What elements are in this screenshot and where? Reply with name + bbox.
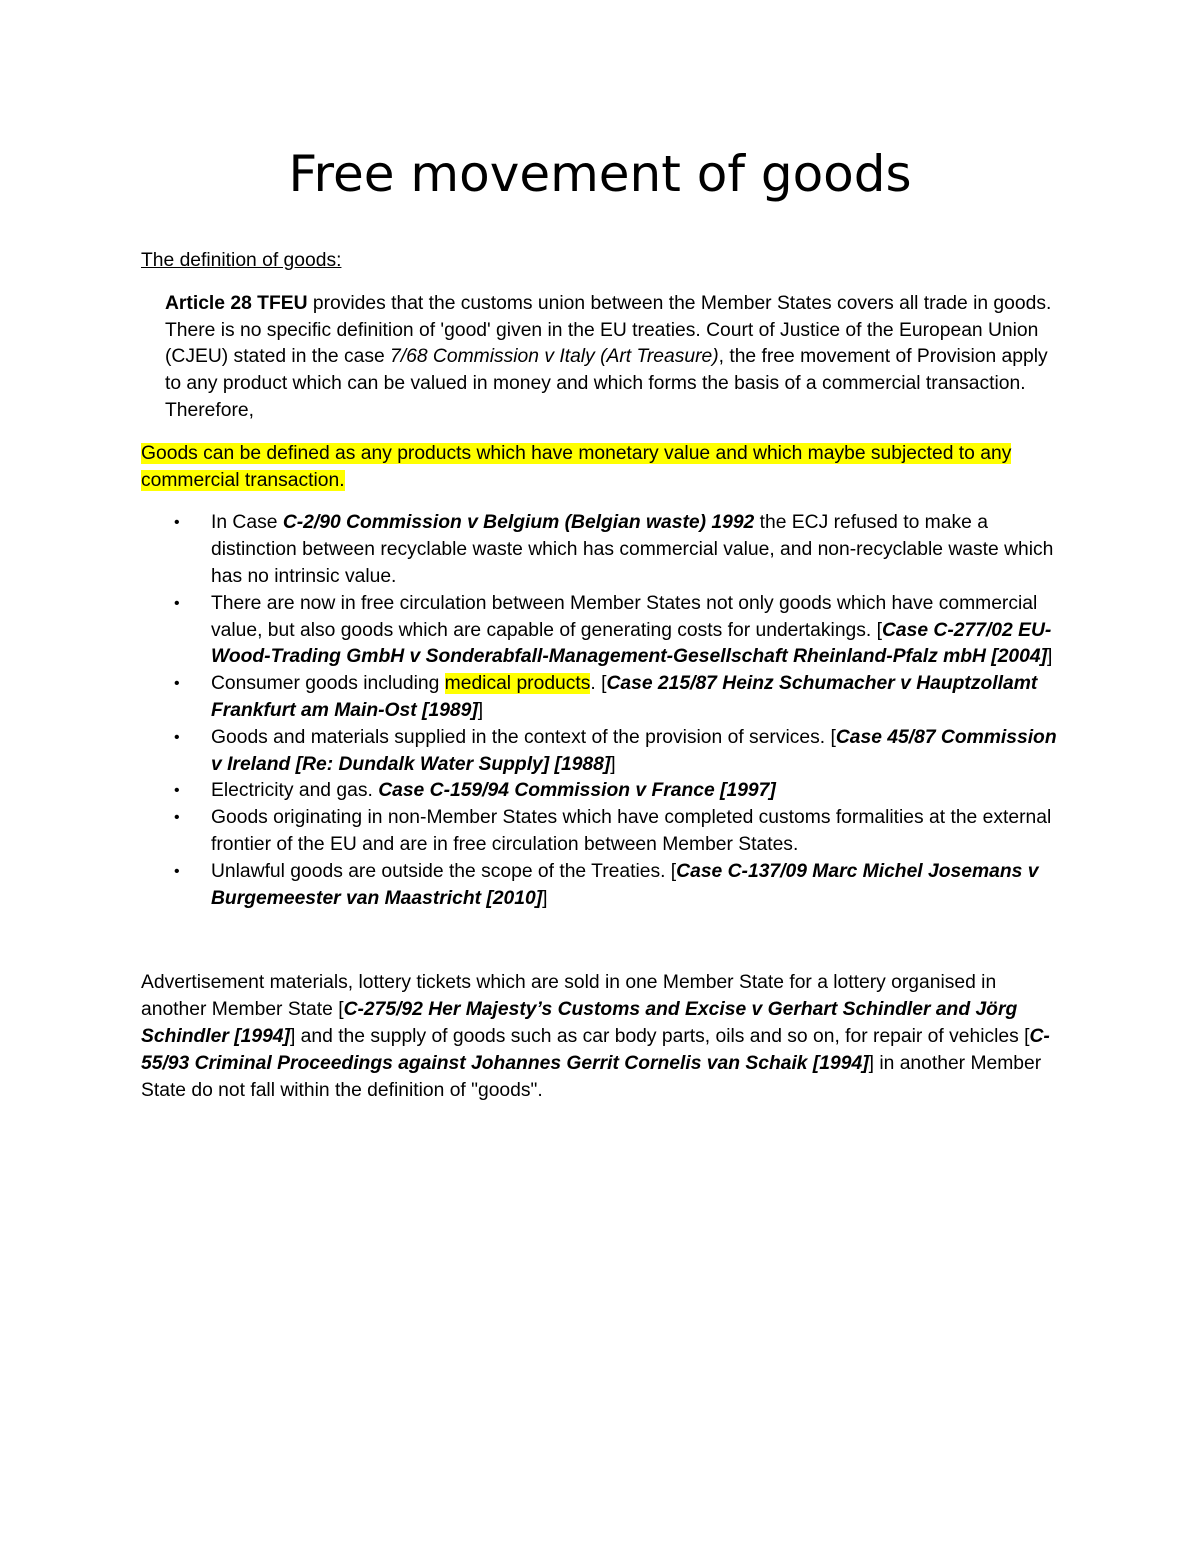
list-item-text: ] <box>542 887 548 909</box>
case-citation: Case C-277/02 EU-Wood-Trading GmbH v Sonderabfall-Management-Gesellschaft Rheinland-Pfalz mbH [2004] <box>211 619 1052 668</box>
closing-paragraph <box>141 970 1059 1104</box>
article-reference: Article 28 TFEU <box>165 292 308 314</box>
bullet-icon: • <box>174 809 180 827</box>
list-item-text: . [ <box>590 673 607 695</box>
list-item <box>174 671 1059 725</box>
section-heading: The definition of goods: <box>141 250 342 271</box>
list-item-text: There are now in free circulation between Member States not only goods which have commercial value, but also goods which are capable of generating costs for undertakings. [ <box>211 592 1038 641</box>
list-item <box>174 778 1059 805</box>
case-citation: Case 45/87 Commission v Ireland [Re: Dundalk Water Supply] [1988] <box>211 726 1057 775</box>
case-citation: C-275/92 Her Majesty’s Customs and Excise v Gerhart Schindler and Jörg Schindler [1994] <box>141 999 1018 1047</box>
case-citation: Case 215/87 Heinz Schumacher v Hauptzollamt Frankfurt am Main-Ost [1989] <box>211 673 1038 721</box>
closing-text-1: Advertisement materials, lottery tickets which are sold in one Member State for a lottery organised in another Member State [ <box>141 972 997 1021</box>
list-item-text: Consumer goods including <box>211 673 445 695</box>
bullet-icon: • <box>174 862 180 880</box>
intro-text-1: provides that the customs union between the Member States covers all trade in goods. There is no specific definition of 'good' given in the EU treaties. Court of Justice of the European Union (CJEU) stated in the case <box>165 292 1052 368</box>
list-item-text: In Case <box>211 512 283 534</box>
bullet-icon: • <box>174 594 180 612</box>
list-item <box>174 725 1059 779</box>
bullet-icon: • <box>174 728 180 746</box>
bullet-icon: • <box>174 782 180 800</box>
highlighted-definition: Goods can be defined as any products which have monetary value and which maybe subjected to any commercial transaction. <box>141 442 1012 491</box>
definition-paragraph <box>141 441 1059 495</box>
list-item-text: ] <box>477 699 484 721</box>
intro-paragraph <box>141 291 1059 425</box>
list-item <box>174 805 1059 859</box>
case-list <box>141 510 1059 912</box>
list-item-text: Electricity and gas. <box>211 780 379 802</box>
list-item <box>174 591 1059 671</box>
list-item-text: Goods and materials supplied in the context of the provision of services. [ <box>211 726 836 748</box>
list-item-text: ] <box>610 753 616 775</box>
intro-text-2: , the free movement of Provision apply to any product which can be valued in money and which forms the basis of a commercial transaction. Therefore, <box>165 346 1048 421</box>
list-item-text: the ECJ refused to make a distinction between recyclable waste which has commercial value, and non-recyclable waste which has no intrinsic value. <box>211 512 1054 587</box>
case-citation: Case C-137/09 Marc Michel Josemans v Burgemeester van Maastricht [2010] <box>211 860 1039 909</box>
case-citation: C-55/93 Criminal Proceedings against Johannes Gerrit Cornelis van Schaik [1994] <box>141 1025 1050 1074</box>
list-item-text: Unlawful goods are outside the scope of the Treaties. [ <box>211 860 677 882</box>
case-reference: 7/68 Commission v Italy (Art Treasure) <box>390 346 719 368</box>
list-item-text: Goods originating in non-Member States which have completed customs formalities at the external frontier of the EU and are in free circulation between Member States. <box>211 807 1052 855</box>
closing-text-2: ] and the supply of goods such as car body parts, oils and so on, for repair of vehicles [ <box>289 1025 1030 1047</box>
list-item <box>174 859 1059 913</box>
page-title: Free movement of goods <box>288 145 912 203</box>
bullet-icon: • <box>174 514 180 532</box>
list-item <box>174 510 1059 590</box>
bullet-icon: • <box>174 675 180 693</box>
closing-text-3: ] in another Member State do not fall within the definition of "goods". <box>141 1052 1042 1101</box>
case-citation: C-2/90 Commission v Belgium (Belgian waste) 1992 <box>282 512 755 534</box>
document-body <box>141 248 1059 1104</box>
list-item-text: ] <box>1047 646 1053 668</box>
case-citation: Case C-159/94 Commission v France [1997] <box>378 780 776 802</box>
highlighted-text: medical products <box>444 673 591 695</box>
